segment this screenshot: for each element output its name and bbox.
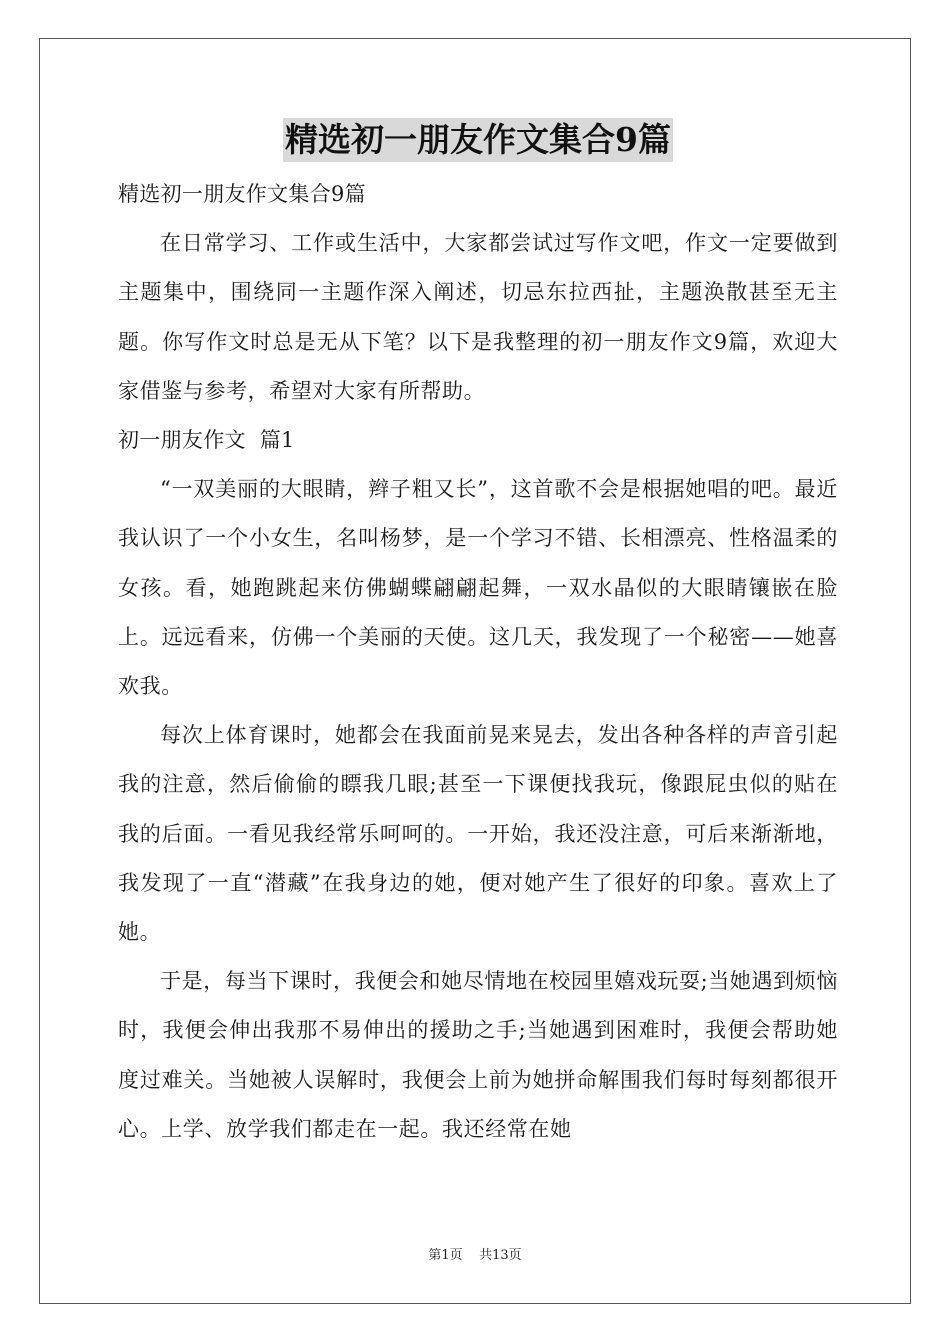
document-title: 精选初一朋友作文集合9篇 bbox=[283, 118, 673, 162]
body-paragraph-2: 每次上体育课时，她都会在我面前晃来晃去，发出各种各样的声音引起我的注意，然后偷偷的瞟我几眼;甚至一下课便找我玩，像跟屁虫似的贴在我的后面。一看见我经常乐呵呵的。一开始，我还没注意，可后来渐渐地，我发现了一直“潜藏”在我身边的她，便对她产生了很好的印象。喜欢上了她。 bbox=[118, 723, 838, 945]
intro-paragraph: 在日常学习、工作或生活中，大家都尝试过写作文吧，作文一定要做到主题集中，围绕同一主题作深入阐述，切忌东拉西扯，主题涣散甚至无主题。你写作文时总是无从下笔？以下是我整理的初一朋友作文9篇，欢迎大家借鉴与参考，希望对大家有所帮助。 bbox=[118, 231, 838, 403]
document-subtitle: 精选初一朋友作文集合9篇 bbox=[118, 182, 366, 206]
document-body bbox=[118, 118, 838, 1154]
title-wrap bbox=[118, 118, 838, 162]
section-heading: 初一朋友作文 篇1 bbox=[118, 428, 295, 453]
page-footer bbox=[0, 1244, 950, 1263]
page-number: 第1页 共13页 bbox=[428, 1248, 522, 1263]
body-paragraph-1: “一双美丽的大眼睛，辫子粗又长”，这首歌不会是根据她唱的吧。最近我认识了一个小女生，名叫杨梦，是一个学习不错、长相漂亮、性格温柔的女孩。看，她跑跳起来仿佛蝴蝶翩翩起舞，一双水晶似的大眼睛镶嵌在脸上。远远看来，仿佛一个美丽的天使。这几天，我发现了一个秘密——她喜欢我。 bbox=[118, 477, 838, 699]
body-paragraph-3: 于是，每当下课时，我便会和她尽情地在校园里嬉戏玩耍;当她遇到烦恼时，我便会伸出我那不易伸出的援助之手;当她遇到困难时，我便会帮助她度过难关。当她被人误解时，我便会上前为她拼命解围我们每时每刻都很开心。上学、放学我们都走在一起。我还经常在她 bbox=[118, 969, 838, 1141]
